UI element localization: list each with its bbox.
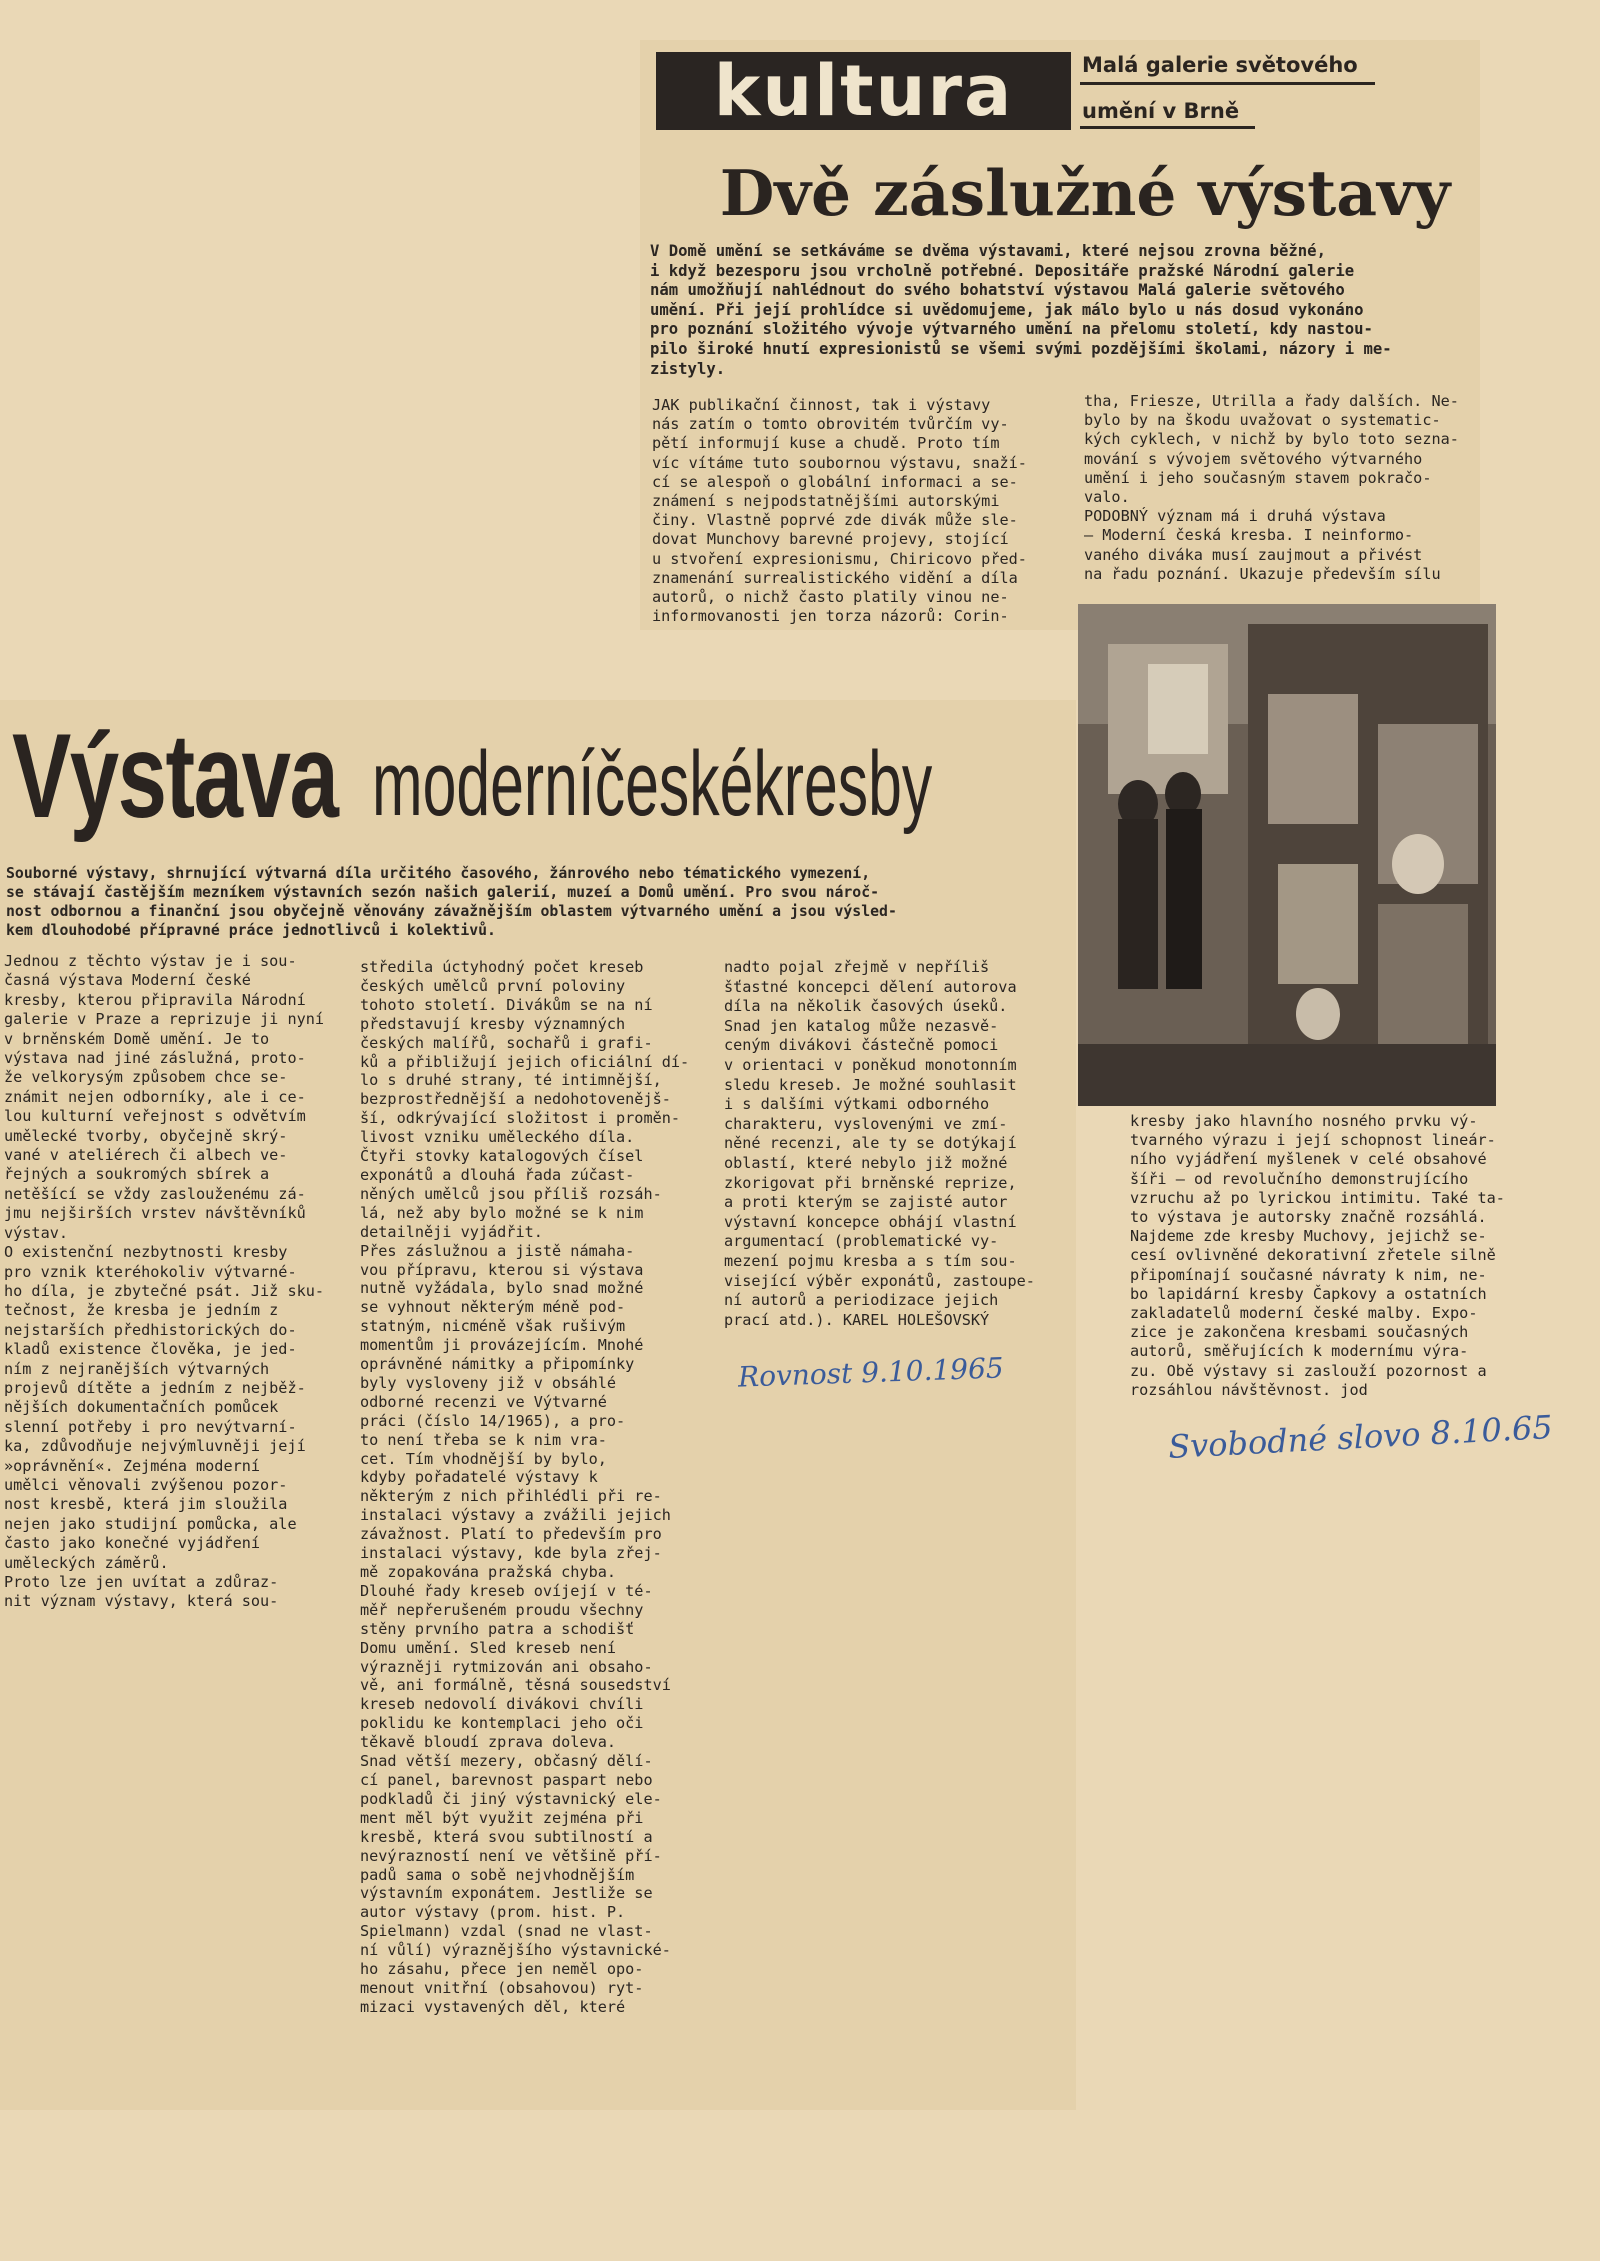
exhibition-photo (1078, 604, 1496, 1106)
headline-moderni-ceske-kresby: moderníčeskékresby (372, 733, 933, 835)
kultura-column-2: tha, Friesze, Utrilla a řady dalších. Ne- bylo by na škodu uvažovat o systematic- kých cyklech, v nichž by bylo toto sezna- mování s vývojem světového výtvarného umění i jeho současným stavem pokračo- valo. PODOBNÝ význam má i druhá výstava — Moderní česká kresba. I neinformo- vaného diváka musí zaujmout a přivést na řadu poznání. Ukazuje především sílu (1084, 392, 1459, 583)
kultura-column-3: kresby jako hlavního nosného prvku vý- tvarného výrazu i její schopnost lineár- ního vyjádření myšlenek v celé obsahové šíři — od revolučního demonstrujícího vzruchu až po lyrickou intimitu. Také ta- to výstava je autorsky značně rozsáhlá. Najdeme zde kresby Muchovy, jejichž se- cesí ovlivněné dekorativní zřetele silně připomínají současné návraty k nim, ne- bo lapidární kresby Čapkovy a ostatních zakladatelů moderní české malby. Expo- zice je zakončena kresbami současných autorů, směřujících k modernímu výra- zu. Obě výstavy si zaslouží pozornost a rozsáhlou návštěvnost. jod (1130, 1112, 1505, 1399)
subtitle-line-2: umění v Brně (1082, 99, 1240, 123)
subtitle-rule-2 (1080, 126, 1255, 129)
rovnost-column-3: nadto pojal zřejmě v nepříliš šťastné koncepci dělení autorova díla na několik časových úseků. Snad jen katalog může nezasvě- ceným divákovi částečně pomoci v orientaci v poněkud monotonním sledu kreseb. Je možné souhlasit i s dalšími výtkami odborného charakteru, vyslovenými ve zmí- něné recenzi, ale ty se dotýkají oblastí, které nebylo již možné zkorigovat při brněnské reprize, a proti kterým se zajisté autor výstavní koncepce obhájí vlastní argumentací (problematické vy- mezení pojmu kresba a s tím sou- visející výběr exponátů, zastoupe- ní autorů a periodizace jejich prací atd.). KAREL HOLEŠOVSKÝ (724, 958, 1035, 1329)
exhibition-photo-image (1078, 604, 1496, 1106)
rovnost-column-2: středila úctyhodný počet kreseb českých umělců první poloviny tohoto století. Divákům se na ní představují kresby významných českých malířů, sochařů i grafi- ků a přibližují jejich oficiální dí- lo s druhé strany, té intimnější, bezprostřednější a nedohotovenějš- ší, odkrývající složitost i proměn- livost vzniku uměleckého díla. Čtyři stovky katalogových čísel exponátů a dlouhá řada zúčast- něných umělců jsou příliš rozsáh- lá, než aby bylo možné se k nim detailněji vyjádřit. Přes záslužnou a jistě námaha- vou přípravu, kterou si výstava nutně vyžádala, bylo snad možné se vyhnout některým méně pod- statným, nicméně však rušivým momentům ji provázejícím. Mnohé oprávněné námitky a připomínky byly vysloveny již v obsáhlé odborné recenzi ve Výtvarné práci (číslo 14/1965), a pro- to není třeba se k nim vra- cet. Tím vhodnější by bylo, kdyby pořadatelé výstavy k některým z nich přihlédli při re- instalaci výstavy a zvážili jejich závažnost. Platí to především pro instalaci výstavy, kde byla zřej- mě zopakována pražská chyba. Dlouhé řady kreseb ovíjejí v té- měř nepřerušeném proudu všechny stěny prvního patra a schodišť Domu umění. Sled kreseb není výrazněji rytmizován ani obsaho- vě, ani formálně, těsná sousedství kreseb nedovolí divákovi chvíli poklidu ke kontemplaci jeho oči těkavě bloudí zprava doleva. Snad větší mezery, občasný dělí- cí panel, barevnost paspart nebo podkladů či jiný výstavnický ele- ment měl být využit zejména při kresbě, která svou subtilností a nevýrazností není ve většině pří- padů sama o sobě nejvhodnějším výstavním exponátem. Jestliže se autor výstavy (prom. hist. P. Spielmann) vzdal (snad ne vlast- ní vůlí) výraznějšího výstavnické- ho zásahu, přece jen neměl opo- menout vnitřní (obsahovou) ryt- mizaci vystavených děl, které (360, 958, 690, 2016)
subtitle-rule (1080, 82, 1375, 85)
lead-paragraph-kultura: V Domě umění se setkáváme se dvěma výstavami, které nejsou zrovna běžné, i když bezesporu jsou vrcholně potřebné. Depositáře pražské Národní galerie nám umožňují nahlédnout do svého bohatství výstavou Malá galerie světového umění. Při její prohlídce si uvědomujeme, jak málo bylo u nás dosud vykonáno pro poznání složitého vývoje výtvarného umění na přelomu století, kdy nastou- pilo široké hnutí expresionistů se všemi svými pozdějšími školami, názory i me- zistyly. (650, 242, 1392, 378)
handwritten-source-rovnost: Rovnost 9.10.1965 (737, 1351, 1005, 1394)
lead-paragraph-rovnost: Souborné výstavy, shrnující výtvarná díla určitého časového, žánrového nebo tématického vymezení, se stávají častějším mezníkem výstavních sezón našich galerií, muzeí a Domů umění. Pro svou nároč- nost odbornou a finanční jsou obyčejně věnovány závažnějším oblastem výtvarného umění a jsou výsled- kem dlouhodobé přípravné práce jednotlivců i kolektivů. (6, 865, 897, 939)
kultura-column-1: JAK publikační činnost, tak i výstavy nás zatím o tomto obrovitém tvůrčím vy- pětí informují kuse a chudě. Proto tím víc vítáme tuto soubornou výstavu, snaží- cí se alespoň o globální informaci a se- známení s nejpodstatnějšími autorskými činy. Vlastně poprvé zde divák může sle- dovat Munchovy barevné projevy, stojící u stvoření expresionismu, Chiricovo před- znamenání surrealistického vidění a díla autorů, o nichž často platily vinou ne- informovanosti jen torza názorů: Corin- (652, 396, 1027, 626)
headline-vystava: Výstava (12, 709, 338, 843)
subtitle-line-1: Malá galerie světového (1082, 53, 1358, 77)
handwritten-source-svobodne-slovo: Svobodné slovo 8.10.65 (1167, 1407, 1554, 1467)
headline-dve-zasluzne-vystavy: Dvě záslužné výstavy (719, 156, 1451, 230)
rovnost-column-1: Jednou z těchto výstav je i sou- časná výstava Moderní české kresby, kterou připravila Národní galerie v Praze a reprizuje ji nyní v brněnském Domě umění. Je to výstava nad jiné záslužná, proto- že velkorysým způsobem chce se- známit nejen odborníky, ale i ce- lou kulturní veřejnost s odvětvím umělecké tvorby, obyčejně skrý- vané v ateliérech či albech ve- řejných a soukromých sbírek a netěšící se vždy zaslouženému zá- jmu nejširších vrstev návštěvníků výstav. O existenční nezbytnosti kresby pro vznik kteréhokoliv výtvarné- ho díla, je zbytečné psát. Již sku- tečnost, že kresba je jedním z nejstarších předhistorických do- kladů existence člověka, je jed- ním z nejranějších výtvarných projevů dítěte a jedním z nejběž- nějších dokumentačních pomůcek slenní potřeby i pro nevýtvarní- ka, zdůvodňuje nejvýmluvněji její »oprávnění«. Zejména moderní umělci věnovali zvýšenou pozor- nost kresbě, která jim sloužila nejen jako studijní pomůcka, ale často jako konečné vyjádření uměleckých záměrů. Proto lze jen uvítat a zdůraz- nit význam výstavy, která sou- (4, 952, 325, 1611)
kultura-badge: kultura (656, 52, 1071, 130)
